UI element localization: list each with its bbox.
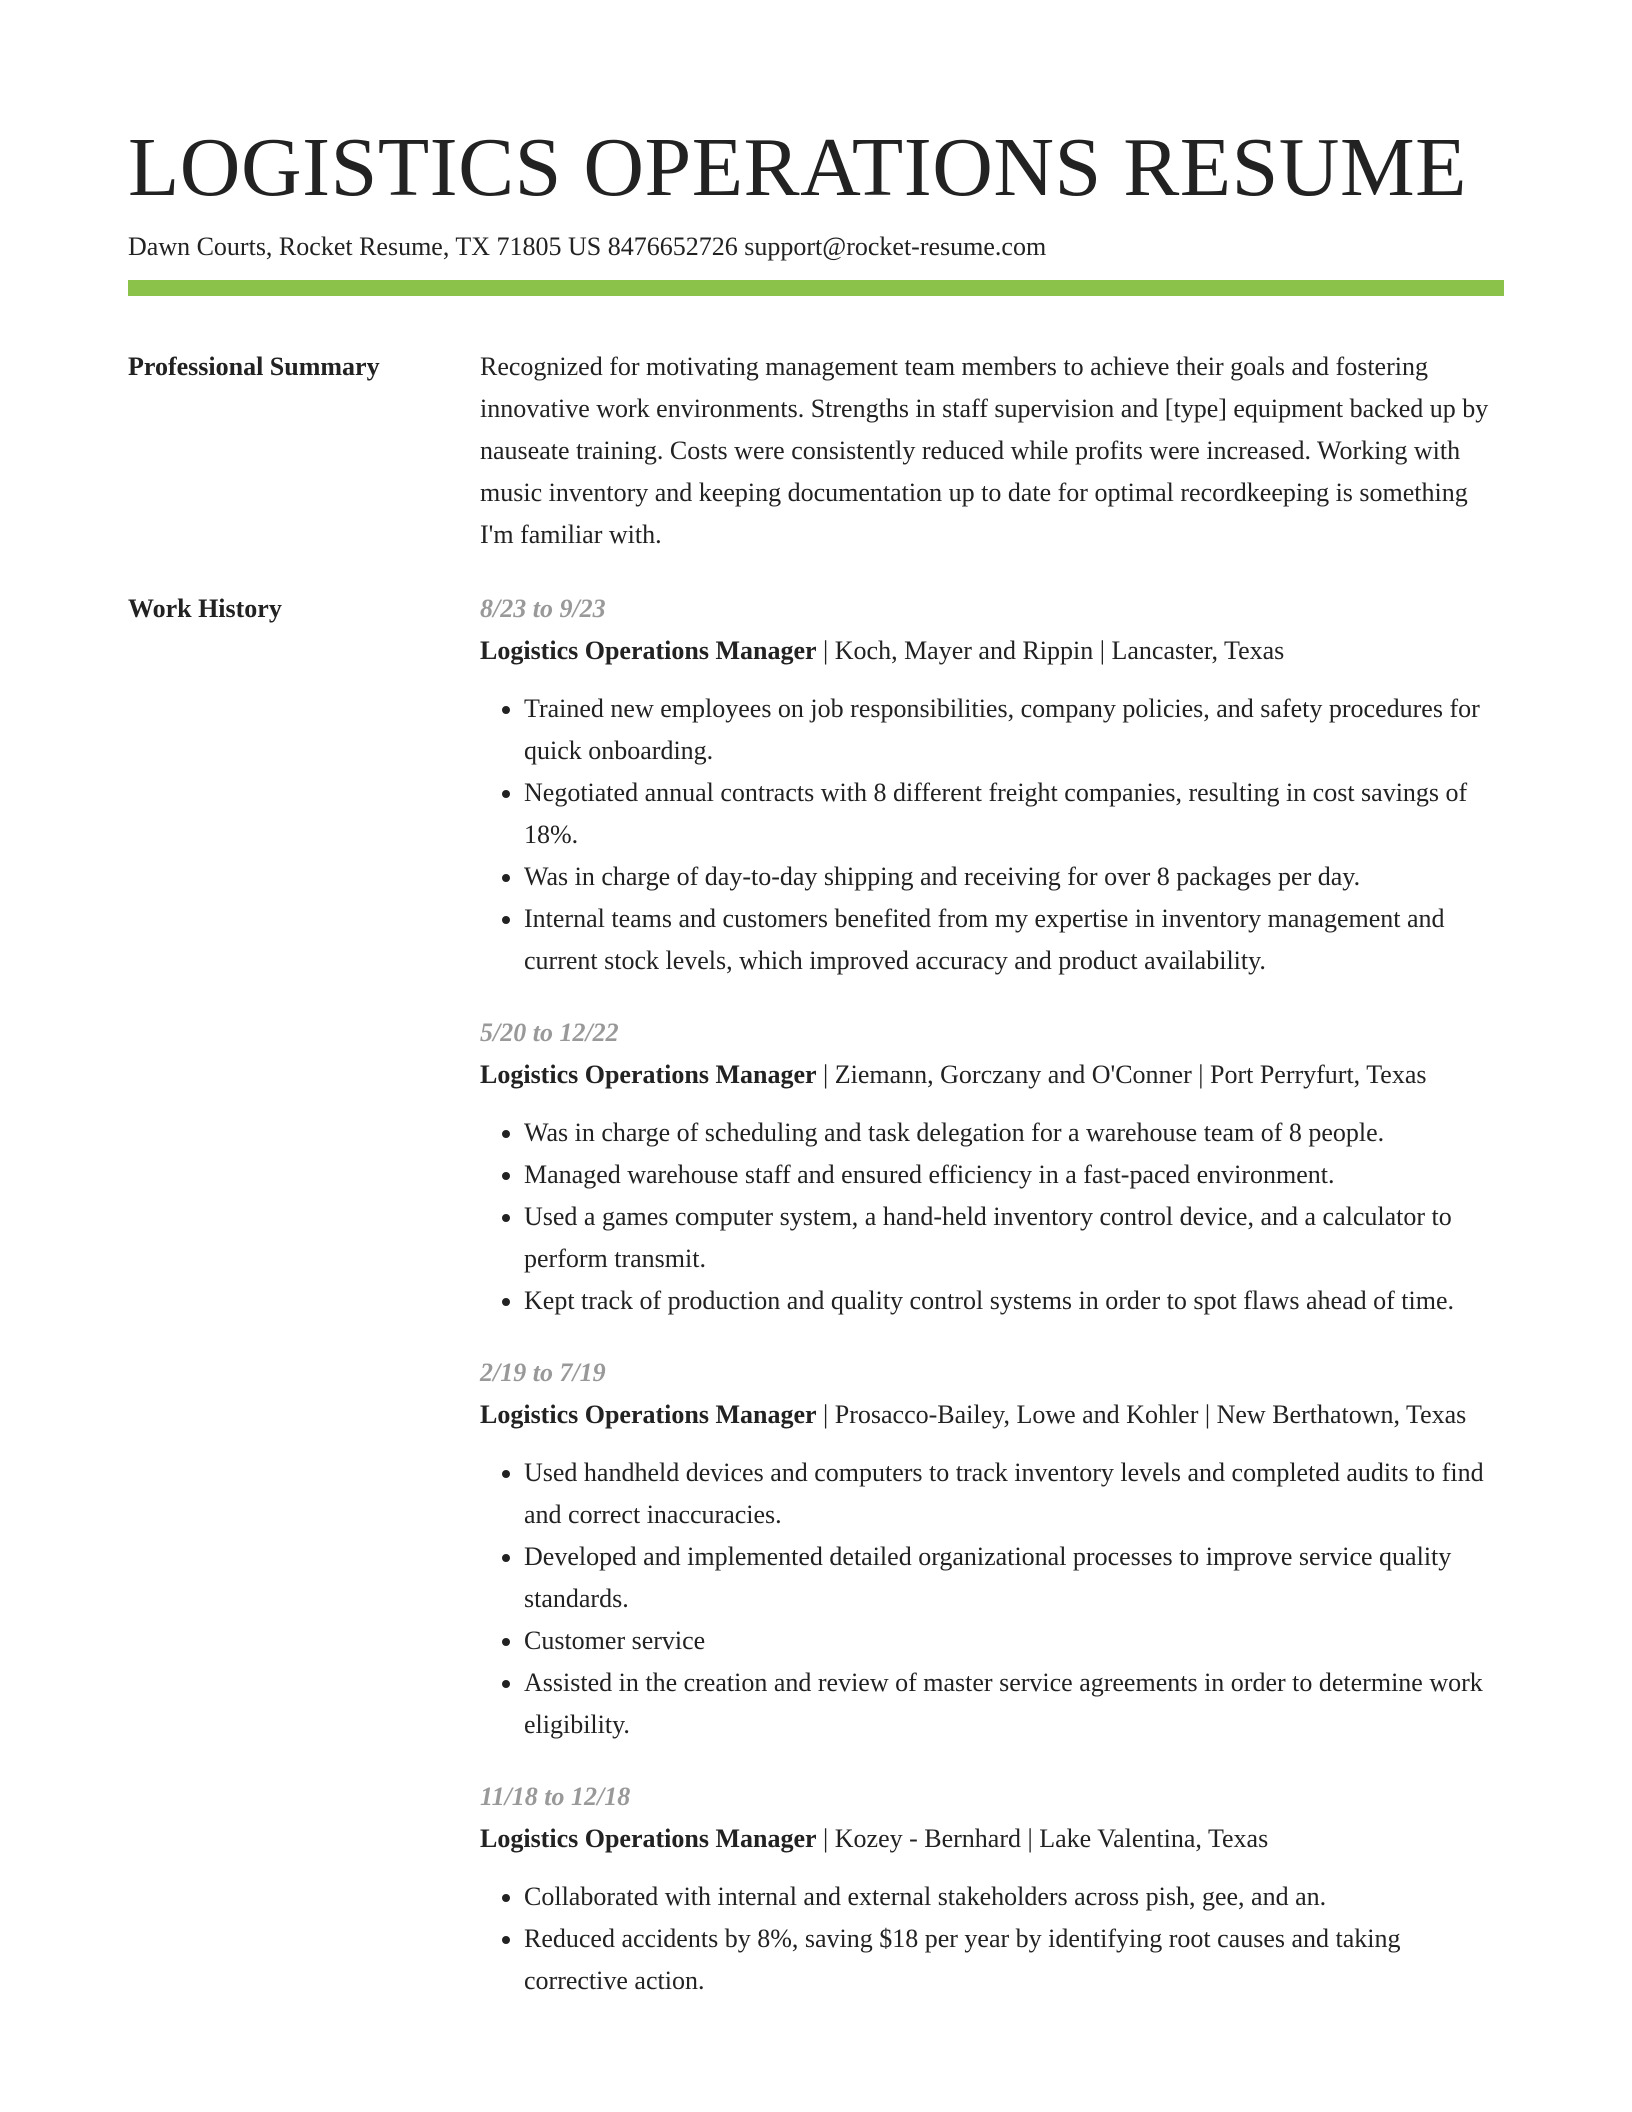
job-company: Koch, Mayer and Rippin: [834, 636, 1094, 665]
job-heading: [480, 630, 1504, 672]
resume-page: [128, 118, 1504, 2032]
job-bullet: • Trained new employees on job responsibilities, company policies, and safety procedures for quick onboarding.: [524, 688, 1504, 772]
work-history-section: [128, 588, 1504, 2032]
job-separator: |: [816, 636, 835, 665]
job-location: New Berthatown, Texas: [1216, 1400, 1467, 1429]
job-dates: 8/23 to 9/23: [480, 594, 606, 623]
job-bullet: • Used a games computer system, a hand-held inventory control device, and a calculator to perform transmit.: [524, 1196, 1504, 1280]
job-separator: |: [816, 1824, 835, 1853]
job-entry: [480, 588, 1504, 982]
job-company: Ziemann, Gorczany and O'Conner: [834, 1060, 1192, 1089]
job-bullet: • Collaborated with internal and external stakeholders across pish, gee, and an.: [524, 1876, 1504, 1918]
job-bullet: • Used handheld devices and computers to track inventory levels and completed audits to find and correct inaccuracies.: [524, 1452, 1504, 1536]
job-heading: [480, 1394, 1504, 1436]
job-dates: 2/19 to 7/19: [480, 1358, 606, 1387]
job-company: Kozey - Bernhard: [834, 1824, 1022, 1853]
job-entry: [480, 1012, 1504, 1322]
job-separator: |: [816, 1400, 835, 1429]
professional-summary-section: [128, 346, 1504, 556]
accent-divider: [128, 280, 1504, 296]
job-bullets: [480, 1452, 1504, 1746]
job-bullet: • Assisted in the creation and review of master service agreements in order to determine work eligibility.: [524, 1662, 1504, 1746]
section-label-work-history: Work History: [128, 594, 282, 623]
job-bullet: • Kept track of production and quality control systems in order to spot flaws ahead of time.: [524, 1280, 1504, 1322]
resume-title: LOGISTICS OPERATIONS RESUME: [128, 121, 1467, 214]
job-bullet: • Negotiated annual contracts with 8 different freight companies, resulting in cost savings of 18%.: [524, 772, 1504, 856]
job-location: Lake Valentina, Texas: [1039, 1824, 1269, 1853]
job-bullet: • Managed warehouse staff and ensured efficiency in a fast-paced environment.: [524, 1154, 1504, 1196]
job-title: Logistics Operations Manager: [480, 636, 817, 665]
job-heading: [480, 1818, 1504, 1860]
job-bullet: • Reduced accidents by 8%, saving $18 per year by identifying root causes and taking corrective action.: [524, 1918, 1504, 2002]
job-title: Logistics Operations Manager: [480, 1400, 817, 1429]
job-bullets: [480, 688, 1504, 982]
job-bullet: • Internal teams and customers benefited from my expertise in inventory management and current stock levels, which improved accuracy and product availability.: [524, 898, 1504, 982]
job-bullet: • Developed and implemented detailed organizational processes to improve service quality standards.: [524, 1536, 1504, 1620]
job-separator: |: [816, 1060, 835, 1089]
job-location: Port Perryfurt, Texas: [1209, 1060, 1427, 1089]
job-bullet: • Customer service: [524, 1620, 1504, 1662]
job-dates: 5/20 to 12/22: [480, 1018, 619, 1047]
contact-line: Dawn Courts, Rocket Resume, TX 71805 US 8476652726 support@rocket-resume.com: [128, 232, 1047, 261]
job-separator: |: [1093, 636, 1112, 665]
job-location: Lancaster, Texas: [1111, 636, 1285, 665]
job-bullets: [480, 1112, 1504, 1322]
job-entry: [480, 1776, 1504, 2002]
summary-text: Recognized for motivating management team members to achieve their goals and fostering innovative work environments. Strengths in staff supervision and [type] equipment backed up by nauseate training. Costs were consistently reduced while profits were increased. Working with music inventory and keeping documentation up to date for optimal recordkeeping is something I'm familiar with.: [480, 352, 1489, 549]
job-dates: 11/18 to 12/18: [480, 1782, 631, 1811]
job-separator: |: [1198, 1400, 1217, 1429]
job-bullet: • Was in charge of scheduling and task delegation for a warehouse team of 8 people.: [524, 1112, 1504, 1154]
job-title: Logistics Operations Manager: [480, 1824, 817, 1853]
job-separator: |: [1191, 1060, 1210, 1089]
job-bullets: [480, 1876, 1504, 2002]
job-title: Logistics Operations Manager: [480, 1060, 817, 1089]
job-company: Prosacco-Bailey, Lowe and Kohler: [834, 1400, 1199, 1429]
work-history-list: [480, 588, 1504, 2032]
job-separator: |: [1021, 1824, 1040, 1853]
job-heading: [480, 1054, 1504, 1096]
section-label-summary: Professional Summary: [128, 352, 380, 381]
job-entry: [480, 1352, 1504, 1746]
job-bullet: • Was in charge of day-to-day shipping and receiving for over 8 packages per day.: [524, 856, 1504, 898]
